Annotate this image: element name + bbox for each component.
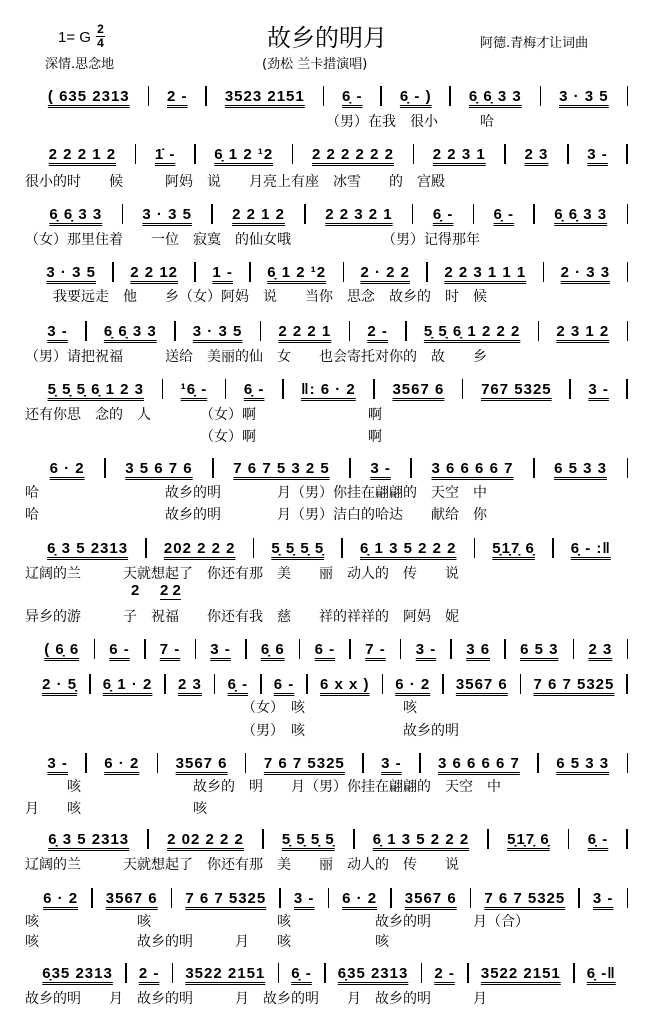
measure: 6̣ 1 · 2 [102,675,153,693]
measure: 5̣1̣7̣ 6̣ [507,830,550,848]
lyric-line: 辽阔的兰 天就想起了 你还有那 美 丽 动人的 传 说 [25,857,459,873]
measure: 2 2 2 1 [278,322,332,340]
measure: 3567 6 [175,754,228,772]
performers: (劲松 兰卡措演唱) [262,57,368,72]
notation-line [30,674,628,694]
lyric-line: （男）请把祝福 送给 美丽的仙 女 也会寄托对你的 故 乡 [25,349,487,365]
measure: 6 - [314,640,336,658]
measure: 2 · 3 3 [560,263,611,281]
lyric-line: （女） 咳 咳 [25,700,417,716]
measure: 3 · 3 5 [46,263,96,281]
lyric-line: 很小的时 候 阿妈 说 月亮上有座 冰雪 的 宫殿 [25,174,445,190]
measure: 3 · 3 5 [559,87,609,105]
lyric-line: （男） 咳 故乡的明 [25,723,459,739]
measure: 6̣ 6 [260,640,285,658]
measure: 3567 6 [392,380,445,398]
measure: 3 · 3 5 [192,322,243,340]
measure: 6 - [109,640,130,658]
lyric-line: （女）那里住着 一位 寂寞 的仙女哦 （男）记得那年 [25,232,480,248]
lyric-line: 月 咳 咳 [25,801,207,817]
measure: 6̣ - [432,205,454,223]
notation-line [30,753,628,773]
notation-line [30,86,628,106]
measure: 7 6 7 5325 [484,889,566,907]
alt-notes: 2 2 [160,582,181,599]
measure: 6̣ - [227,675,249,693]
measure: 5̣ 5̣ 5̣ 6̣ 1 2 3 [47,380,144,398]
measure: 7 6 7 5325 [263,754,345,772]
lyric-line: 哈 故乡的明 月（男）你挂在翩翩的 天空 中 [25,485,487,501]
time-signature-top: 2 [97,22,104,36]
measure: 6̣ - [342,87,363,105]
bar-line [627,888,629,908]
notation-line [30,204,628,224]
measure: 3567 6 [105,889,158,907]
measure: 6̣ - [291,964,312,982]
measure: 2 - [138,964,160,982]
notation-line [30,639,628,659]
measure: 6 - [273,675,295,693]
measure: 3 - [293,889,315,907]
measure: 6̣ 3 5 2313 [47,539,129,557]
measure: ( 635 2313 [47,87,130,105]
notation-line [30,888,628,908]
measure: 6 · 2 [104,754,140,772]
notation-line [30,262,628,282]
measure: 202 2 2 2 [163,539,236,557]
measure: 3 6 6 6 6 7 [437,754,520,772]
measure: 3 - [588,380,609,398]
measure: 3 - [370,459,391,477]
measure: 2 2 3 1 1 1 [444,263,527,281]
measure: 6̣ 1 2 ¹2 [267,263,327,281]
bar-line [627,262,629,282]
lyric-line: 辽阔的兰 天就想起了 你还有那 美 丽 动人的 传 说 [25,566,459,582]
measure: 1̇ - [154,145,176,163]
measure: 7 - [365,640,386,658]
measure: 2 2 2 1 2 [48,145,117,163]
measure: 3567 6 [404,889,457,907]
measure: 5̣1̣7̣ 6̣ [492,539,535,557]
measure: 2 02 2 2 2 [167,830,244,848]
bar-line [626,829,628,849]
bar-line [627,639,629,659]
measure: 6̣ 1 2 ¹2 [214,145,274,163]
measure: 6 · 2 [43,889,79,907]
measure: ¹6̣ - [180,380,208,398]
measure: 7 6 7 5 3 2 5 [233,459,330,477]
lyric-line: （女）啊 啊 [25,429,382,445]
bar-line [627,321,629,341]
measure: 2 · 2 2 [360,263,410,281]
measure: 3 6 6 6 6 7 [431,459,514,477]
lyric-line: 故乡的明 月 故乡的明 月 故乡的明 月 故乡的明 月 [25,991,487,1007]
measure: ( 6̣ 6 [44,640,80,658]
measure: 2 2 1 2 [232,205,286,223]
measure: 6̣ 1 3 5 2 2 2 [372,830,470,848]
measure: 2 2 2 2 2 2 [312,145,394,163]
measure: 2 3 [588,640,613,658]
measure: 3567 6 [455,675,508,693]
measure: 2 2 3 2 1 [325,205,393,223]
measure: 6̣ - [243,380,265,398]
measure: 6̣ - [493,205,515,223]
measure: ‖: 6 · 2 [301,380,356,398]
measure: 2 3 [524,145,549,163]
alt-note: 2 [131,582,140,599]
measure: 2 3 1 2 [556,322,610,340]
notation-line [30,829,628,849]
measure: 6̣ - [587,830,609,848]
notation-line [30,321,628,341]
song-title-text: 故乡的明月 [267,24,387,52]
measure: 6 5 3 3 [556,754,610,772]
measure: 5̣ 5̣ 5̣ 5̣ [281,830,335,848]
lyric-line: 咳 咳 咳 故乡的明 月（合） [25,914,529,930]
notation-line [30,379,628,399]
measure: 6 5 3 [520,640,559,658]
measure: 3 - [47,322,68,340]
measure: 6̣ 6̣ 3 3 [554,205,608,223]
bar-line [626,674,628,694]
measure: 6 x x ) [319,675,370,693]
measure: 7 6 7 5325 [185,889,267,907]
measure: 3 - [592,889,614,907]
measure: 6̣ - ) [399,87,432,105]
bar-line [627,204,629,224]
measure: 2 2 12 [130,263,179,281]
measure: 1 - [212,263,233,281]
measure: 3 5 6 7 6 [125,459,193,477]
measure: 2 - [434,964,455,982]
measure: 3 - [415,640,437,658]
measure: 3 - [210,640,231,658]
measure: 3522 2151 [185,964,266,982]
credits: 阿德.青梅才让词曲 [480,36,589,51]
notation-line [30,963,628,983]
expression-marking: 深情.思念地 [45,57,115,72]
measure: 6̣35 2313 [337,964,409,982]
bar-line [626,144,628,164]
measure: 2 3 [178,675,202,693]
measure: 5̣ 5̣ 5̣ 5̣ [271,539,325,557]
measure: 6 · 2 [49,459,85,477]
time-signature-bottom: 4 [97,36,104,50]
measure: 6 · 2 [395,675,431,693]
lyric-line: 还有你思 念的 人 （女）啊 啊 [25,407,382,423]
notation-line [30,538,628,558]
lyric-line: 我要远走 他 乡（女）阿妈 说 当你 思念 故乡的 时 候 [25,289,487,305]
measure: 5̣ 5̣ 6̣ 1 2 2 2 [423,322,521,340]
notation-line [30,144,628,164]
measure: 3 - [381,754,402,772]
measure: 6̣ - :‖ [570,539,611,557]
measure: 6̣ 6̣ 3 3 [468,87,522,105]
lyric-line: 异乡的游 子 祝福 你还有我 慈 祥的祥祥的 阿妈 妮 [25,609,459,625]
measure: 3 - [587,145,608,163]
bar-line [627,753,629,773]
lyric-line: 咳 故乡的明 月 咳 咳 [25,934,389,950]
lyric-line: （男）在我 很小 哈 [25,114,494,130]
measure: 6̣ 6̣ 3 3 [103,322,157,340]
measure: 6 5 3 3 [554,459,607,477]
measure: 2 - [166,87,188,105]
measure: 6̣35 2313 [42,964,113,982]
measure: 2 - [367,322,388,340]
measure: 6 · 2 [342,889,378,907]
measure: 6̣ 6̣ 3 3 [49,205,103,223]
key-signature: 1= G [58,29,91,46]
measure: 7 - [159,640,181,658]
notation-line [30,458,628,478]
measure: 7 6 7 5325 [533,675,615,693]
bar-line [627,86,629,106]
lyric-line: 哈 故乡的明 月（男）洁白的哈达 献给 你 [25,507,487,523]
measure: 767 5325 [481,380,552,398]
bar-line [627,458,629,478]
lyric-line: 咳 故乡的 明 月（男）你挂在翩翩的 天空 中 [25,779,501,795]
measure: 3 6 [466,640,491,658]
bar-line [626,379,628,399]
measure: 3 · 3 5 [142,205,192,223]
measure: 6̣ -‖ [586,964,616,982]
measure: 2 2 3 1 [432,145,486,163]
measure: 3 - [47,754,68,772]
measure: 2 · 5̣ [42,675,78,693]
measure: 6̣ 3 5 2313 [48,830,130,848]
measure: 3523 2151 [224,87,305,105]
measure: 3522 2151 [480,964,561,982]
measure: 6̣ 1 3 5 2 2 2 [360,539,457,557]
